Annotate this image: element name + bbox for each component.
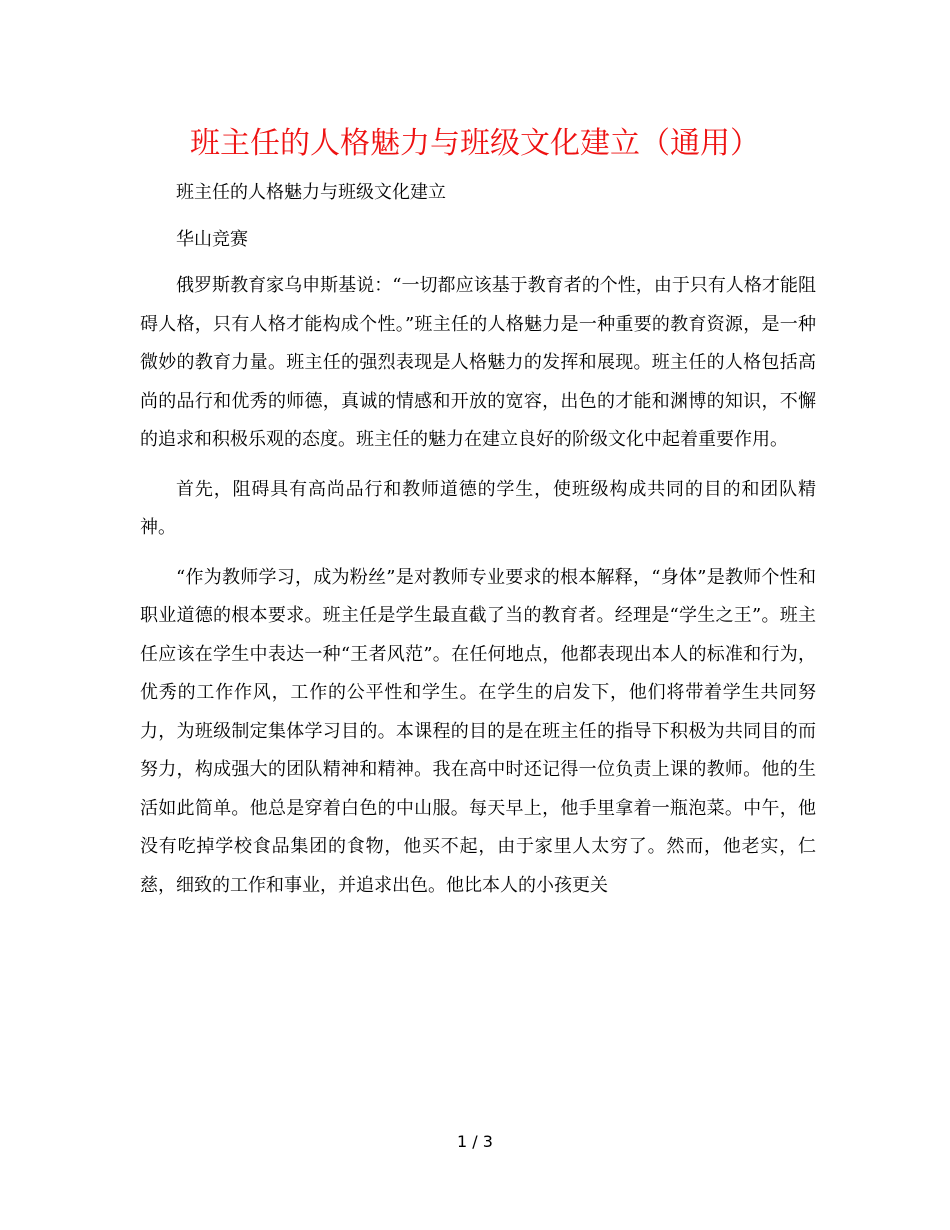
document-title: 班主任的人格魅力与班级文化建立（通用） [190,126,760,161]
document-subtitle: 班主任的人格魅力与班级文化建立 [176,182,446,203]
body-paragraph-2: 首先，阻碍具有高尚品行和教师道德的学生，使班级构成共同的目的和团队精神。 [140,478,816,538]
document-author: 华山竞赛 [176,228,248,250]
document-body [140,174,816,905]
body-paragraph-1: 俄罗斯教育家乌申斯基说：“一切都应该基于教育者的个性，由于只有人格才能阻碍人格，只有人格才能构成个性。”班主任的人格魅力是一种重要的教育资源，是一种微妙的教育力量。班主任的强烈表现是人格魅力的发挥和展现。班主任的人格包括高尚的品行和优秀的师德，真诚的情感和开放的宽容，出色的才能和渊博的知识，不懈的追求和积极乐观的态度。班主任的魅力在建立良好的阶级文化中起着重要作用。 [140,275,816,450]
body-paragraph-3: “作为教师学习，成为粉丝”是对教师专业要求的根本解释，“身体”是教师个性和职业道德的根本要求。班主任是学生最直截了当的教育者。经理是“学生之王”。班主任应该在学生中表达一种“王者风范”。在任何地点，他都表现出本人的标准和行为，优秀的工作作风，工作的公平性和学生。在学生的启发下，他们将带着学生共同努力，为班级制定集体学习目的。本课程的目的是在班主任的指导下积极为共同目的而努力，构成强大的团队精神和精神。我在高中时还记得一位负责上课的教师。他的生活如此简单。他总是穿着白色的中山服。每天早上，他手里拿着一瓶泡菜。中午，他没有吃掉学校食品集团的食物，他买不起，由于家里人太穷了。然而，他老实，仁慈，细致的工作和事业，并追求出色。他比本人的小孩更关 [140,566,816,896]
page-number: 1 / 3 [457,1132,493,1151]
